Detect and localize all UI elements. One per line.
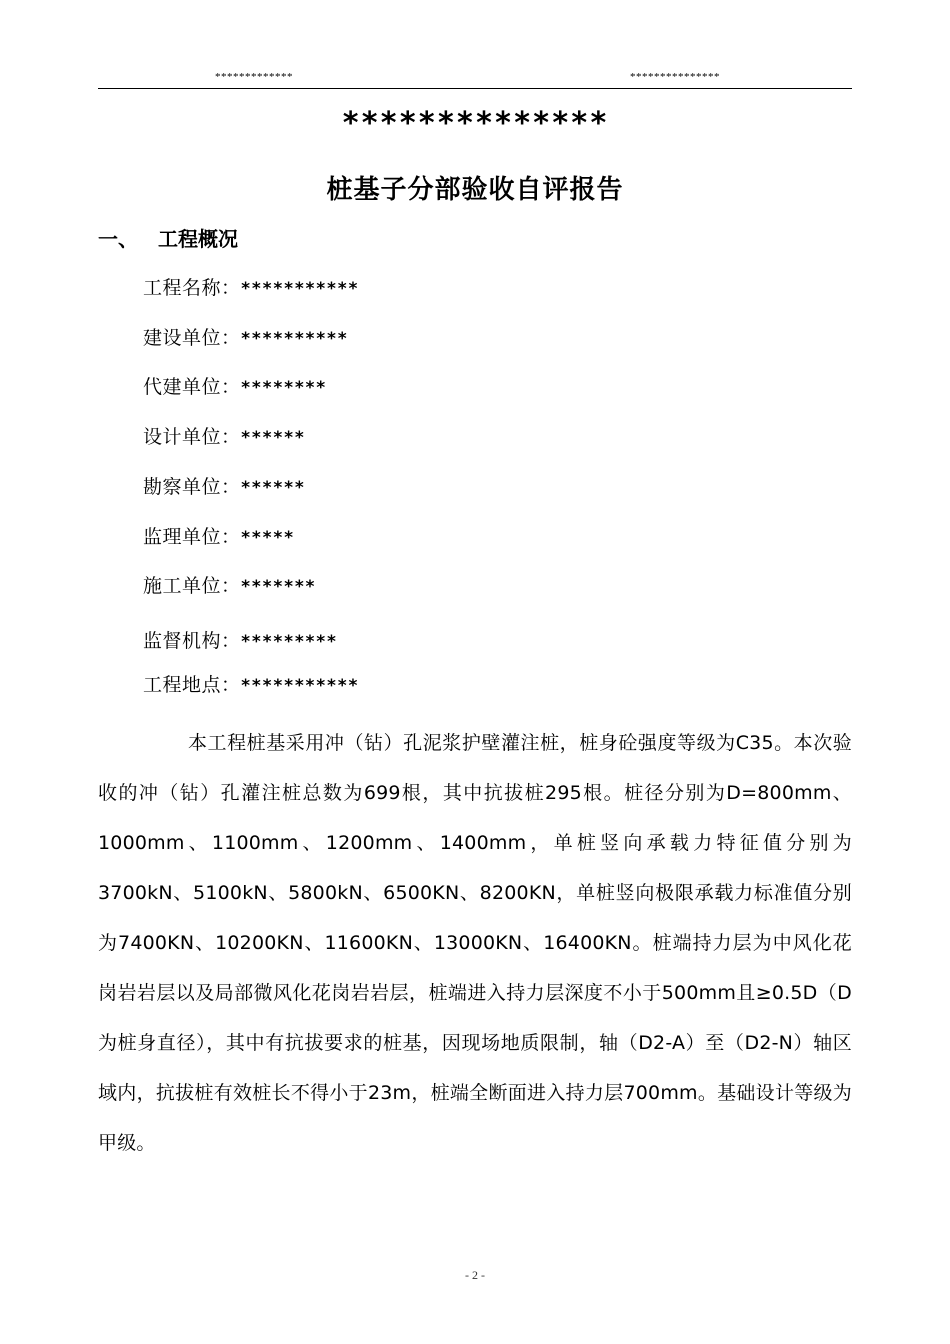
info-value: *********** [240,676,359,696]
info-line-location [143,672,359,699]
info-line-supervisor [143,524,294,551]
section-heading [98,224,238,254]
info-label: 施工单位： [143,575,241,597]
page-number: - 2 - [465,1268,485,1282]
info-line-owner [143,325,348,352]
overview-paragraph: 本工程桩基采用冲（钻）孔泥浆护壁灌注桩，桩身砼强度等级为C35。本次验收的冲（钻）孔灌注桩总数为699根，其中抗拔桩295根。桩径分别为D=800mm、1000mm、1100mm、1200mm、1400mm，单桩竖向承载力特征值分别为3700kN、5100kN、5800kN、6500KN、8200KN，单桩竖向极限承载力标准值分别为7400KN、10200KN、11600KN、13000KN、16400KN。桩端持力层为中风化花岗岩岩层以及局部微风化花岗岩岩层，桩端进入持力层深度不小于500mm且≥0.5D（D为桩身直径），其中有抗拔要求的桩基，因现场地质限制，轴（D2-A）至（D2-N）轴区域内，抗拔桩有效桩长不得小于23m，桩端全断面进入持力层700mm。基础设计等级为甲级。 [98,732,852,1154]
info-value: ******* [240,577,316,597]
header-left-text: ************* [215,71,293,83]
document-title: ************** [341,106,609,141]
info-label: 建设单位： [143,327,241,349]
info-value: *********** [240,279,359,299]
header-right-text: *************** [630,71,720,83]
info-label: 工程名称： [143,277,241,299]
info-label: 工程地点： [143,674,241,696]
info-label: 勘察单位： [143,476,241,498]
info-value: ******** [240,378,327,398]
info-label: 监理单位： [143,526,241,548]
info-line-inspection-agency [143,628,337,655]
info-value: ****** [240,428,305,448]
header-divider [98,88,852,89]
info-label: 监督机构： [143,630,241,652]
info-value: ***** [240,528,295,548]
info-value: ********** [240,329,348,349]
info-value: ********* [240,632,338,652]
info-value: ****** [240,478,305,498]
info-line-agent [143,374,326,401]
info-label: 代建单位： [143,376,241,398]
info-line-project-name [143,275,359,302]
info-line-surveyor [143,474,305,501]
info-line-contractor [143,573,316,600]
section-number: 一、 [98,227,138,251]
info-label: 设计单位： [143,426,241,448]
section-title: 工程概况 [158,227,238,251]
info-line-designer [143,424,305,451]
document-subtitle: 桩基子分部验收自评报告 [326,175,624,205]
